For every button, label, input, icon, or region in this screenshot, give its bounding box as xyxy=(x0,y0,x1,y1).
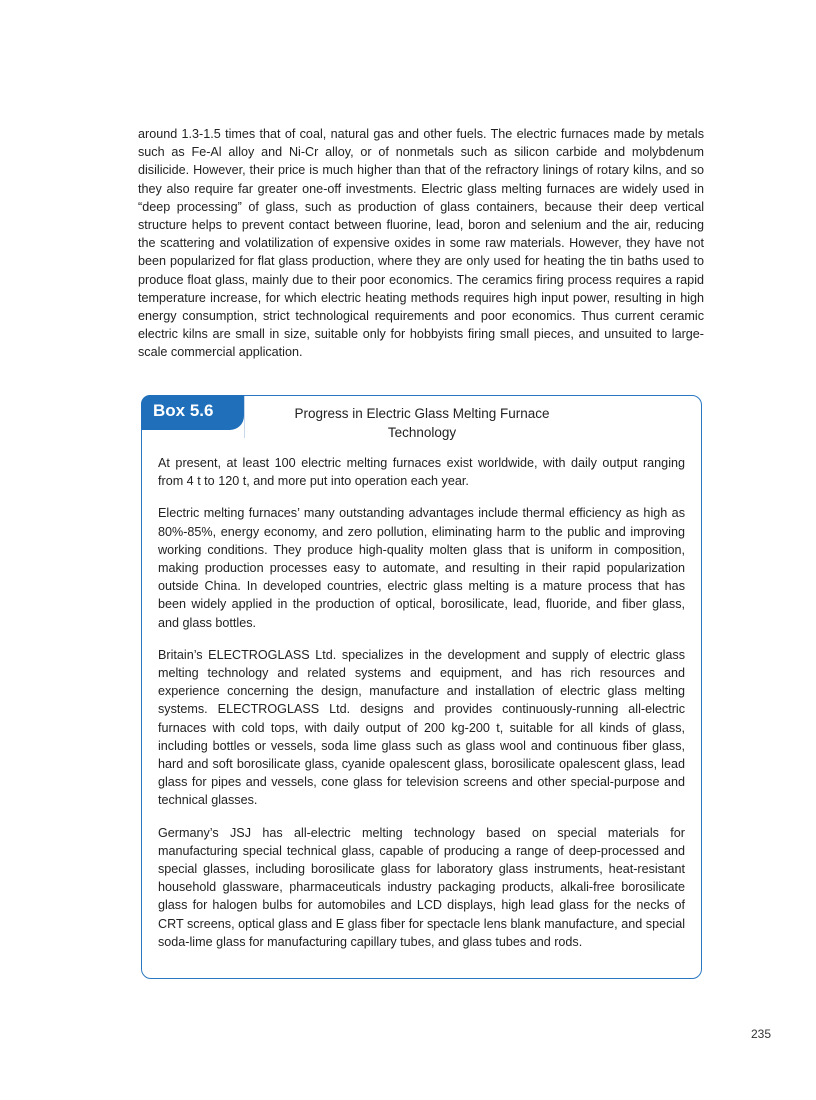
page-number: 235 xyxy=(750,1027,771,1041)
box-divider xyxy=(244,396,245,438)
box-title: Progress in Electric Glass Melting Furnace Technology xyxy=(294,406,550,440)
box-paragraph: Germany’s JSJ has all-electric melting technology based on special materials for manufacturing special technical glass, capable of producing a range of deep-processed and special glasses, including borosilicate glass for laboratory glass instruments, heat-resistant household glassware, pharmaceuticals industry packaging products, alkali-free borosilicate glass for halogen bulbs for automobiles and LCD displays, high lead glass for the necks of CRT screens, optical glass and E glass fiber for spectacle lens blank manufacture, and special soda-lime glass for manufacturing capillary tubes, and glass tubes and rods. xyxy=(158,825,685,949)
box-paragraph: Electric melting furnaces’ many outstanding advantages include thermal efficiency as high as 80%-85%, energy economy, and zero pollution, eliminating harm to the public and improving working conditions. They produce high-quality molten glass that is uniform in composition, making production processes easy to automate, and resulting in their rapid popularization outside China. In developed countries, electric glass melting is a mature process that has been widely applied in the production of optical, borosilicate, lead, fluoride, and fiber glass, and glass bottles. xyxy=(158,506,685,630)
intro-paragraph: around 1.3-1.5 times that of coal, natural gas and other fuels. The electric furnaces made by metals such as Fe-Al alloy and Ni-Cr alloy, or of nonmetals such as silicon carbide and molybdenum disilicide. However, their price is much higher than that of the refractory linings of rotary kilns, and so they also require far greater one-off investments. Electric glass melting furnaces are widely used in “deep processing” of glass, such as production of glass containers, because their deep vertical structure helps to prevent contact between fluorine, lead, boron and selenium and the air, reducing the scattering and volatilization of expensive oxides in some raw materials. However, they have not been popularized for flat glass production, where they are only used for heating the tin baths used to produce float glass, mainly due to their poor economics. The ceramics firing process requires a rapid temperature increase, for which electric heating methods requires high input power, resulting in high energy consumption, strict technological requirements and poor economics. Thus current ceramic electric kilns are small in size, suitable only for hobbyists firing small pieces, and unsuited to large-scale commercial application. xyxy=(138,127,704,360)
box-paragraph: Britain’s ELECTROGLASS Ltd. specializes in the development and supply of electric glass melting technology and related systems and equipment, and has rich resources and experience concerning the design, manufacture and installation of electric glass melting systems. ELECTROGLASS Ltd. designs and provides continuously-running all-electric furnaces with cold tops, with daily output of 200 kg-200 t, suitable for all kinds of glass, including bottles or vessels, soda lime glass such as glass wool and continuous fiber glass, hard and soft borosilicate glass, cyanide opalescent glass, borosilicate opalescent glass, lead glass for pipes and vessels, cone glass for television screens and other special-purpose and technical glasses. xyxy=(158,647,685,808)
box-body xyxy=(158,454,685,965)
box-paragraph: At present, at least 100 electric melting furnaces exist worldwide, with daily output ranging from 4 t to 120 t, and more put into operation each year. xyxy=(158,456,685,489)
box-label: Box 5.6 xyxy=(141,395,244,430)
box-5-6 xyxy=(141,395,702,979)
